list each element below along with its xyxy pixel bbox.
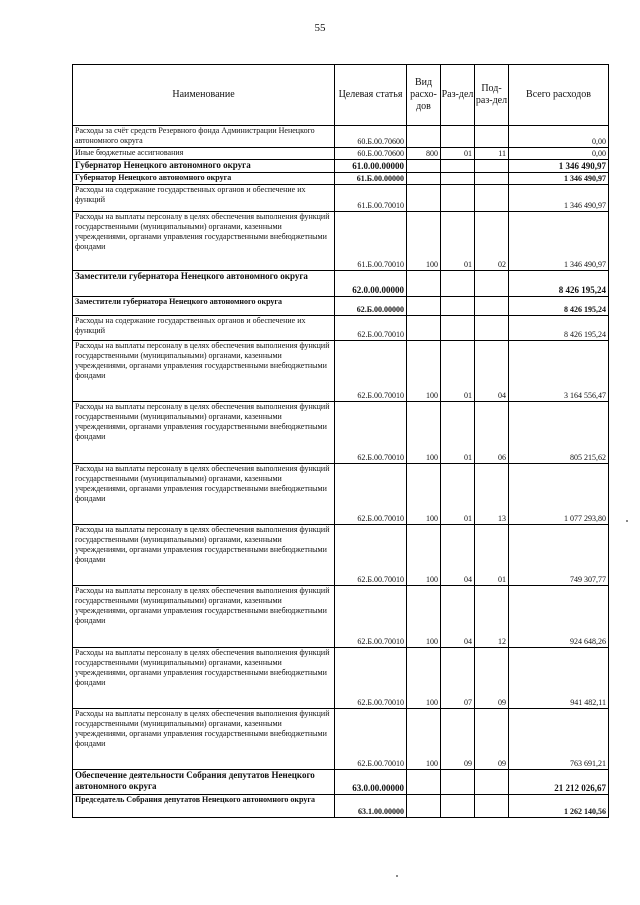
row-vid [407, 316, 441, 341]
page-number: 55 [314, 22, 326, 34]
row-podrazdel: 13 [475, 464, 509, 525]
row-vid [407, 185, 441, 212]
row-vid: 100 [407, 648, 441, 709]
row-razdel: 04 [441, 586, 475, 648]
row-vid: 100 [407, 709, 441, 770]
table-row [73, 464, 609, 525]
row-podrazdel [475, 126, 509, 148]
row-code: 60.Б.00.70600 [335, 126, 407, 148]
row-code: 62.Б.00.70010 [335, 586, 407, 648]
row-code: 62.Б.00.70010 [335, 402, 407, 464]
header-target: Целевая статья [335, 65, 407, 126]
row-name: Расходы на выплаты персоналу в целях обеспечения выполнения функций государственными (муниципальными) органами, казенными учреждениями, органами управления государственными внебюджетными фондами [73, 341, 335, 402]
row-total: 805 215,62 [509, 402, 609, 464]
row-name: Председатель Собрания депутатов Ненецкого автономного округа [73, 795, 335, 818]
header-section: Раз-дел [441, 65, 475, 126]
row-razdel [441, 185, 475, 212]
table-row [73, 212, 609, 271]
table-row [73, 402, 609, 464]
table-row [73, 316, 609, 341]
row-razdel: 04 [441, 525, 475, 586]
row-podrazdel [475, 795, 509, 818]
row-podrazdel [475, 316, 509, 341]
row-podrazdel [475, 271, 509, 297]
row-podrazdel [475, 173, 509, 185]
row-vid: 100 [407, 464, 441, 525]
row-podrazdel [475, 160, 509, 173]
row-razdel [441, 271, 475, 297]
row-podrazdel: 01 [475, 525, 509, 586]
row-code: 61.0.00.00000 [335, 160, 407, 173]
row-podrazdel [475, 297, 509, 316]
row-total: 941 482,11 [509, 648, 609, 709]
row-razdel: 01 [441, 148, 475, 160]
row-code: 62.Б.00.00000 [335, 297, 407, 316]
row-name: Расходы на содержание государственных органов и обеспечение их функций [73, 185, 335, 212]
row-total: 1 346 490,97 [509, 212, 609, 271]
scan-speck [626, 520, 628, 522]
header-total: Всего расходов [509, 65, 609, 126]
row-code: 60.Б.00.70600 [335, 148, 407, 160]
row-name: Расходы на выплаты персоналу в целях обеспечения выполнения функций государственными (муниципальными) органами, казенными учреждениями, органами управления государственными внебюджетными фондами [73, 648, 335, 709]
row-name: Расходы на выплаты персоналу в целях обеспечения выполнения функций государственными (муниципальными) органами, казенными учреждениями, органами управления государственными внебюджетными фондами [73, 464, 335, 525]
row-razdel [441, 297, 475, 316]
row-code: 62.Б.00.70010 [335, 464, 407, 525]
row-total: 0,00 [509, 126, 609, 148]
row-name: Расходы за счёт средств Резервного фонда Администрации Ненецкого автономного округа [73, 126, 335, 148]
row-code: 62.Б.00.70010 [335, 648, 407, 709]
table-row [73, 648, 609, 709]
table-row [73, 795, 609, 818]
row-total: 3 164 556,47 [509, 341, 609, 402]
row-total: 8 426 195,24 [509, 271, 609, 297]
table-row [73, 709, 609, 770]
table-row [73, 297, 609, 316]
row-razdel: 01 [441, 341, 475, 402]
row-razdel: 07 [441, 648, 475, 709]
row-podrazdel: 02 [475, 212, 509, 271]
row-total: 1 346 490,97 [509, 173, 609, 185]
row-razdel [441, 126, 475, 148]
row-code: 61.Б.00.70010 [335, 212, 407, 271]
row-name: Обеспечение деятельности Собрания депутатов Ненецкого автономного округа [73, 770, 335, 795]
row-name: Губернатор Ненецкого автономного округа [73, 173, 335, 185]
row-name: Расходы на выплаты персоналу в целях обеспечения выполнения функций государственными (муниципальными) органами, казенными учреждениями, органами управления государственными внебюджетными фондами [73, 709, 335, 770]
row-vid [407, 297, 441, 316]
header-expense-type: Вид расхо-дов [407, 65, 441, 126]
row-podrazdel [475, 770, 509, 795]
row-name: Расходы на выплаты персоналу в целях обеспечения выполнения функций государственными (муниципальными) органами, казенными учреждениями, органами управления государственными внебюджетными фондами [73, 402, 335, 464]
row-code: 62.0.00.00000 [335, 271, 407, 297]
table-row [73, 770, 609, 795]
budget-table [72, 64, 609, 818]
row-total: 1 077 293,80 [509, 464, 609, 525]
row-total: 21 212 026,67 [509, 770, 609, 795]
row-total: 924 648,26 [509, 586, 609, 648]
row-name: Расходы на содержание государственных органов и обеспечение их функций [73, 316, 335, 341]
header-name: Наименование [73, 65, 335, 126]
row-vid: 100 [407, 525, 441, 586]
row-podrazdel: 04 [475, 341, 509, 402]
table-row [73, 126, 609, 148]
row-total: 8 426 195,24 [509, 297, 609, 316]
row-code: 62.Б.00.70010 [335, 316, 407, 341]
row-name: Расходы на выплаты персоналу в целях обеспечения выполнения функций государственными (муниципальными) органами, казенными учреждениями, органами управления государственными внебюджетными фондами [73, 212, 335, 271]
row-vid: 100 [407, 341, 441, 402]
row-vid [407, 126, 441, 148]
row-podrazdel [475, 185, 509, 212]
row-code: 61.Б.00.00000 [335, 173, 407, 185]
row-podrazdel: 12 [475, 586, 509, 648]
row-name: Заместители губернатора Ненецкого автономного округа [73, 271, 335, 297]
table-row [73, 341, 609, 402]
row-total: 749 307,77 [509, 525, 609, 586]
table-row [73, 160, 609, 173]
scan-speck [396, 875, 398, 877]
row-vid [407, 795, 441, 818]
row-razdel: 01 [441, 402, 475, 464]
row-razdel: 01 [441, 464, 475, 525]
row-total: 0,00 [509, 148, 609, 160]
row-razdel [441, 770, 475, 795]
row-razdel: 09 [441, 709, 475, 770]
table-row [73, 148, 609, 160]
row-podrazdel: 06 [475, 402, 509, 464]
row-code: 62.Б.00.70010 [335, 341, 407, 402]
row-razdel [441, 173, 475, 185]
row-vid [407, 271, 441, 297]
row-vid [407, 770, 441, 795]
row-podrazdel: 11 [475, 148, 509, 160]
table-row [73, 586, 609, 648]
row-vid [407, 173, 441, 185]
row-total: 763 691,21 [509, 709, 609, 770]
table-header-row [73, 65, 609, 126]
row-code: 62.Б.00.70010 [335, 709, 407, 770]
row-vid: 800 [407, 148, 441, 160]
row-total: 1 346 490,97 [509, 160, 609, 173]
row-code: 63.0.00.00000 [335, 770, 407, 795]
row-razdel [441, 795, 475, 818]
row-podrazdel: 09 [475, 709, 509, 770]
row-code: 61.Б.00.70010 [335, 185, 407, 212]
row-name: Расходы на выплаты персоналу в целях обеспечения выполнения функций государственными (муниципальными) органами, казенными учреждениями, органами управления государственными внебюджетными фондами [73, 525, 335, 586]
row-vid: 100 [407, 402, 441, 464]
row-vid: 100 [407, 212, 441, 271]
row-total: 1 262 140,56 [509, 795, 609, 818]
row-name: Губернатор Ненецкого автономного округа [73, 160, 335, 173]
row-name: Иные бюджетные ассигнования [73, 148, 335, 160]
table-row [73, 173, 609, 185]
row-podrazdel: 09 [475, 648, 509, 709]
row-code: 62.Б.00.70010 [335, 525, 407, 586]
table-row [73, 525, 609, 586]
row-vid [407, 160, 441, 173]
row-name: Заместители губернатора Ненецкого автономного округа [73, 297, 335, 316]
row-total: 1 346 490,97 [509, 185, 609, 212]
row-razdel [441, 160, 475, 173]
table-row [73, 185, 609, 212]
row-name: Расходы на выплаты персоналу в целях обеспечения выполнения функций государственными (муниципальными) органами, казенными учреждениями, органами управления государственными внебюджетными фондами [73, 586, 335, 648]
table-row [73, 271, 609, 297]
header-subsection: Под-раз-дел [475, 65, 509, 126]
row-razdel [441, 316, 475, 341]
row-razdel: 01 [441, 212, 475, 271]
row-vid: 100 [407, 586, 441, 648]
row-total: 8 426 195,24 [509, 316, 609, 341]
row-code: 63.1.00.00000 [335, 795, 407, 818]
